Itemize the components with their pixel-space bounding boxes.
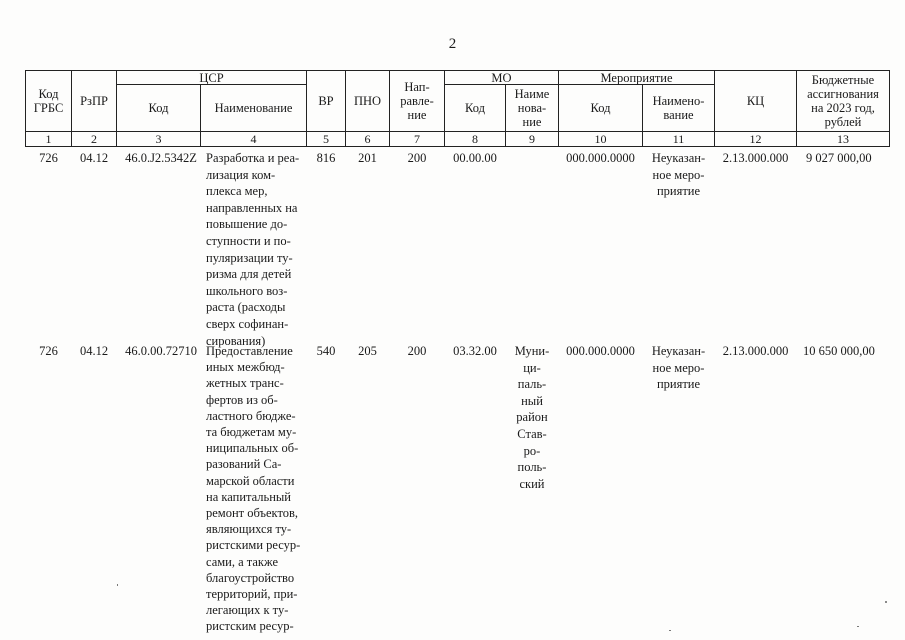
header-napravlenie: Нап- равле- ние [400,80,434,122]
cell-rzpr: 04.12 [79,151,109,165]
header-csr-name: Наименование [214,101,293,115]
header-mer-name: Наимено- вание [652,94,705,122]
cell-mo-name: Муни- ци- паль- ный район Став- ро- поль- ский [514,344,550,491]
column-number: 6 [364,132,371,146]
header-meropriyatie: Мероприятие [600,70,673,85]
column-number: 8 [472,132,478,146]
cell-mo-kod: 03.32.00 [453,344,497,358]
scan-speck [857,626,859,627]
cell-csr-kod: 46.0.J2.5342Z [125,151,197,165]
column-number: 3 [155,132,162,146]
cell-grbs: 726 [39,344,58,358]
column-number: 1 [45,132,52,146]
cell-pno: 205 [358,344,377,358]
header-csr-kod: Код [148,101,169,115]
cell-mer-name: Неуказан- ное меро- приятие [651,344,706,392]
cell-budget: 10 650 000,00 [803,344,875,358]
cell-csr-kod: 46.0.00.72710 [125,344,197,358]
scan-speck [885,601,887,603]
column-number: 12 [749,132,762,146]
column-number: 11 [672,132,685,146]
header-mo-kod: Код [465,101,485,115]
column-number: 4 [250,132,257,146]
scan-speck [669,630,671,631]
cell-napravlenie: 200 [407,344,427,358]
header-kc: КЦ [746,94,765,108]
cell-mer-name: Неуказан- ное меро- приятие [651,151,706,199]
cell-napravlenie: 200 [407,151,427,165]
column-number: 9 [529,132,535,146]
cell-vr: 816 [316,151,336,165]
header-mer-kod: Код [590,101,611,115]
page-number: 2 [448,36,457,52]
header-vr: ВР [318,94,334,108]
header-pno: ПНО [353,94,382,108]
cell-mer-kod: 000.000.0000 [566,151,635,165]
column-number: 5 [323,132,329,146]
cell-rzpr: 04.12 [79,344,109,358]
cell-grbs: 726 [39,151,58,165]
header-csr: ЦСР [199,70,224,85]
cell-kc: 2.13.000.000 [722,344,789,358]
header-budget: Бюджетные ассигнования на 2023 год, рублей [807,73,879,129]
column-number: 10 [594,132,607,146]
cell-kc: 2.13.000.000 [722,151,789,165]
column-number: 7 [414,132,420,146]
cell-mer-kod: 000.000.0000 [566,344,635,358]
cell-pno: 201 [358,151,377,165]
scan-speck [117,584,118,586]
cell-mo-kod: 00.00.00 [453,151,497,165]
header-kod-grbs: Код ГРБС [33,87,64,115]
column-number: 2 [91,132,97,146]
header-mo-name: Наиме нова- ние [514,87,550,129]
cell-csr-name: Разработка и реа- лизация ком- плекса мер, направленных на повышение до- ступности и по- пуляризации ту- ризма для детей школьного воз- раста (расходы сверх софинан- сирования) [206,151,300,348]
column-number: 13 [837,132,849,146]
cell-vr: 540 [316,344,336,358]
cell-csr-name: Предоставление иных межбюд- жетных транс- фертов из об- ластного бюдже- та бюджетам му- ниципальных об- разований Са- марской области на капитальный ремонт объектов, являющихся ту- ристскими ресур- сами, а также благоустройство территорий, при- легающих к ту- ристским ресур- [206,344,301,634]
cell-budget: 9 027 000,00 [806,151,872,165]
header-mo: МО [491,70,512,85]
header-rzpr: РзПР [80,94,108,108]
